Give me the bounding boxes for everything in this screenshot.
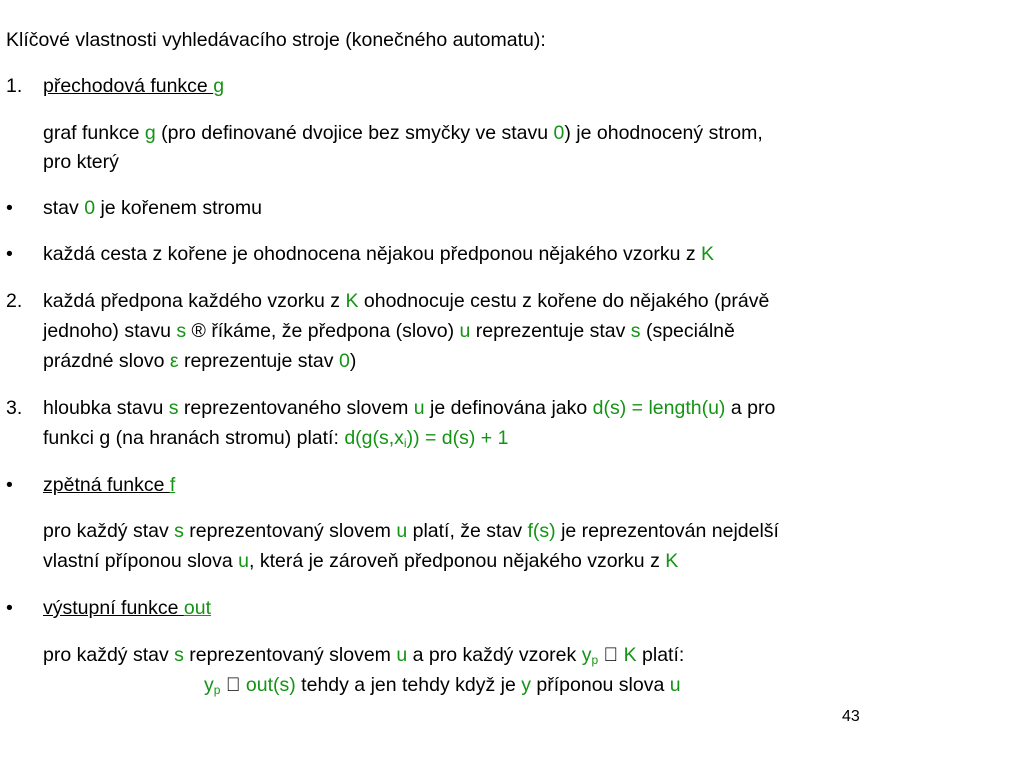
vystupni-line1: pro každý stav s reprezentovaný slovem u a pro každý vzorek $y_p$ K platí: [43, 644, 665, 667]
slide-heading: Klíčové vlastnosti vyhledávacího stroje (konečného automatu): [6, 29, 546, 51]
item2-marker: 2. [6, 290, 23, 312]
vystupni-marker: • [6, 597, 13, 619]
zpetna-marker: • [6, 474, 13, 496]
zpetna-line2: vlastní příponou slova u, která je zároveň předponou nějakého vzorku z K [43, 550, 679, 572]
item3-marker: 3. [6, 397, 23, 419]
item3-line1: hloubka stavu s reprezentovaného slovem u je definována jako d(s) = length(u) a pro [43, 397, 776, 419]
arrow-symbol-icon: ® [186, 320, 212, 342]
item3-line2: funkci g (na hranách stromu) platí: $d(g(s,x_i)) = d(s) + 1$ [43, 427, 509, 450]
page-number: 43 [842, 708, 860, 725]
zpetna-line1: pro každý stav s reprezentovaný slovem u platí, že stav f(s) je reprezentován nejdelší [43, 520, 779, 542]
bullet-b-text: každá cesta z kořene je ohodnocena nějakou předponou nějakého vzorku z K [43, 243, 715, 265]
item2-line2: jednoho) stavu s ® říkáme, že předpona (slovo) u reprezentuje stav s (speciálně [43, 320, 735, 342]
item1-title: přechodová funkce g [43, 75, 225, 97]
item1-desc-line1: graf funkce g (pro definované dvojice bez smyčky ve stavu 0) je ohodnocený strom, [43, 122, 763, 144]
vystupni-line2: $y_p$ out(s) tehdy a jen tehdy když je y příponou slova u [204, 674, 661, 697]
item1-marker: 1. [6, 75, 23, 97]
item2-line3: prázdné slovo ε reprezentuje stav 0) [43, 350, 357, 372]
bullet-a-text: stav 0 je kořenem stromu [43, 197, 262, 219]
item1-desc-line2: pro který [43, 151, 119, 173]
zpetna-title: zpětná funkce f [43, 474, 176, 496]
vystupni-title: výstupní funkce out [43, 597, 212, 619]
bullet-b-marker: • [6, 243, 13, 265]
item2-line1: každá předpona každého vzorku z K ohodnocuje cestu z kořene do nějakého (právě [43, 290, 770, 312]
element-of-symbol-icon [220, 674, 226, 696]
bullet-a-marker: • [6, 197, 13, 219]
element-of-symbol-icon [598, 644, 604, 666]
